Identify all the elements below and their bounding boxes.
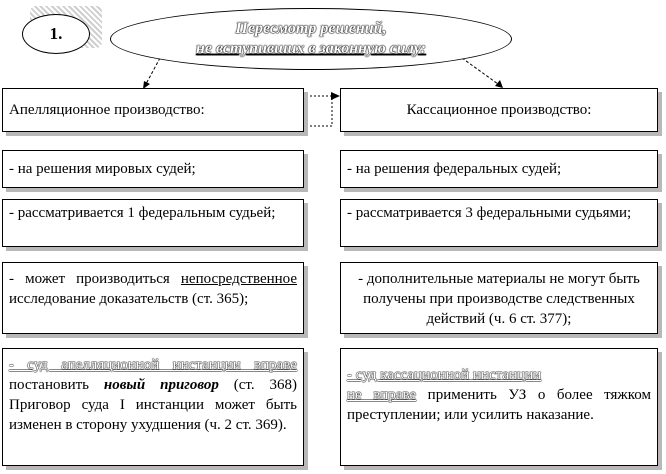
appeal-item-4-underlined: - суд апелляционной инстанции вправе [9,357,297,373]
appeal-item-1-text: - на решения мировых судей; [9,161,196,177]
cassation-item-2 [340,199,658,247]
cassation-item-1 [340,150,658,188]
cassation-item-4-underlined-b: не вправе [347,387,417,403]
appeal-item-3 [2,262,304,334]
appeal-item-3-text-b: исследование доказательств (ст. 365); [9,291,249,307]
number-badge [22,14,90,54]
cassation-header: Кассационное производство: [406,102,592,118]
appeal-item-2 [2,199,304,247]
appeal-item-4-text-b: (ст. 368) Приговор суда I инстанции может быть изменен в сторону ухудшения (ч. 2 ст. 369). [9,377,297,433]
appeal-item-4-bold-italic: новый приговор [103,377,219,393]
header-link-dotted [306,96,332,126]
arrowhead-right [495,80,503,88]
appeal-item-2-text: - рассматривается 1 федеральным судьей; [9,205,276,221]
title-ellipse [110,8,512,70]
cassation-item-3-text: - дополнительные материалы не могут быть получены при производстве следственных действий (ч. 6 ст. 377); [358,271,640,327]
arrowhead-middle [331,92,340,100]
cassation-item-3 [340,262,658,334]
appeal-header: Апелляционное производство: [9,102,205,118]
arrow-to-cassation [462,58,498,84]
cassation-item-1-text: - на решения федеральных судей; [347,161,562,177]
appeal-item-4-text-a: постановить [9,377,104,393]
appeal-item-3-underlined: непосредственное [180,271,298,287]
appeal-item-3-text-a: - может производиться [9,271,170,287]
appeal-item-1 [2,150,304,188]
number-label: 1. [49,24,63,43]
appeal-header-box [2,88,304,132]
cassation-header-box [340,88,658,132]
appeal-item-4 [2,348,304,466]
cassation-item-2-text: - рассматривается 3 федеральными судьями; [347,205,632,221]
title-line-1: Пересмотр решений, [235,20,387,37]
cassation-item-4 [340,348,658,466]
cassation-item-4-underlined-a: - суд кассационной инстанции [347,367,542,383]
cassation-item-4-text: применить УЗ о более тяжком преступлении; или усилить наказание. [347,387,651,423]
arrow-to-appeal [146,58,160,84]
title-line-2: не вступивших в законную силу: [196,40,426,57]
